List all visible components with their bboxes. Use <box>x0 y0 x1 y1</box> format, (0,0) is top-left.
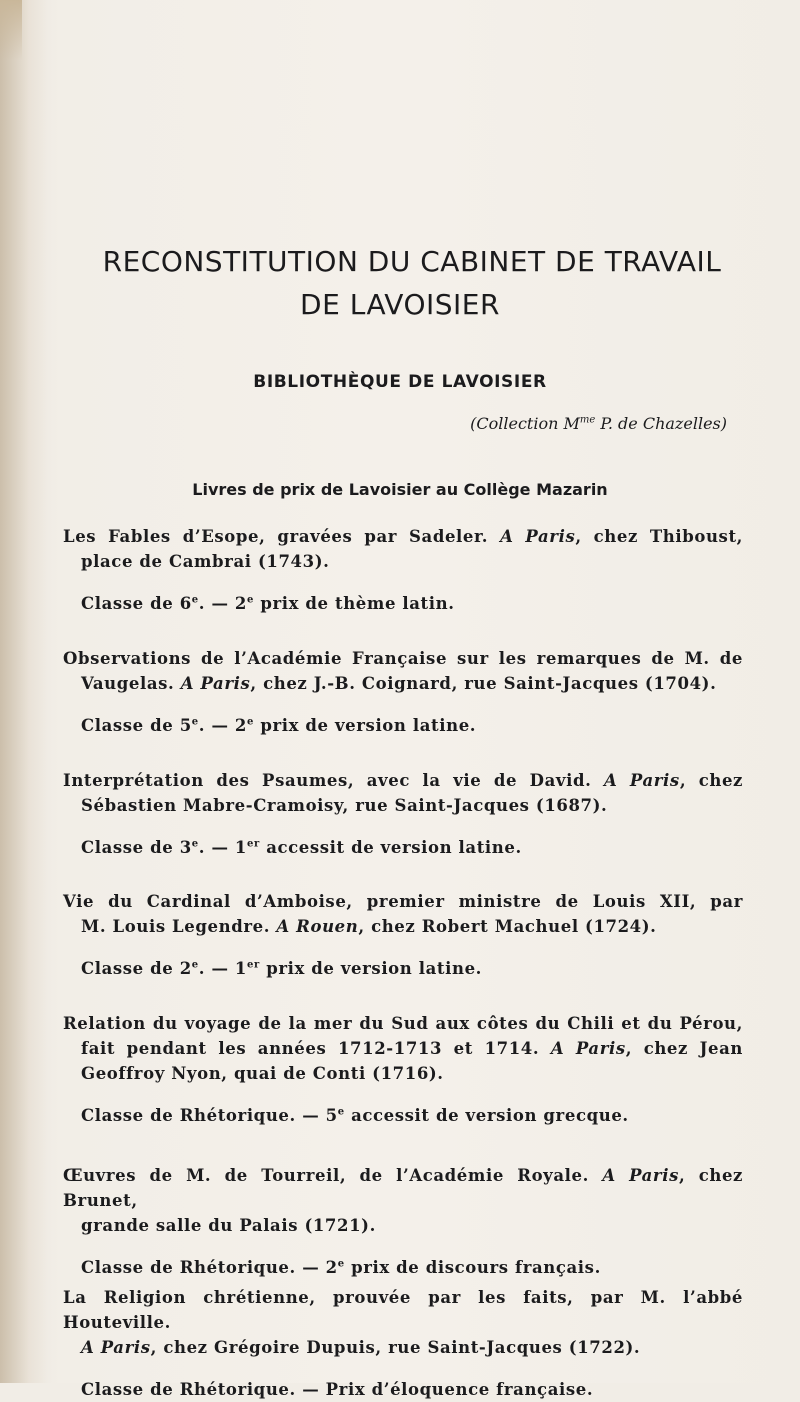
book-entry <box>63 524 743 616</box>
document-title-line-2: DE LAVOISIER <box>300 288 500 321</box>
entry-reference-line: Vie du Cardinal d’Amboise, premier ministre de Louis XII, par <box>63 892 743 911</box>
entry-prize: Classe de 5e. — 2e prix de version latine. <box>81 716 477 735</box>
entry-reference-line: A Paris, chez Grégoire Dupuis, rue Saint-Jacques (1722). <box>81 1338 641 1357</box>
entry-prize: Classe de Rhétorique. — 2e prix de discours français. <box>81 1258 601 1277</box>
book-entry <box>63 1285 743 1402</box>
entry-reference-line: Geoffroy Nyon, quai de Conti (1716). <box>81 1064 444 1083</box>
entry-reference-line: Les Fables d’Esope, gravées par Sadeler. A Paris, chez Thiboust, <box>63 527 744 546</box>
book-entry <box>63 1163 743 1280</box>
paper-stain <box>0 0 22 60</box>
entry-reference-line: Vaugelas. A Paris, chez J.-B. Coignard, rue Saint-Jacques (1704). <box>81 674 717 693</box>
page-edge-shadow <box>0 0 48 1383</box>
entry-prize: Classe de 2e. — 1er prix de version latine. <box>81 959 483 978</box>
entry-prize: Classe de 3e. — 1er accessit de version latine. <box>81 838 522 857</box>
book-entry <box>63 646 743 738</box>
section-title: BIBLIOTHÈQUE DE LAVOISIER <box>253 372 547 392</box>
collection-label: Collection $M^{me}$ P. de Chazelles <box>476 414 721 433</box>
collection-note: (Collection $M^{me}$ P. de Chazelles) <box>470 414 727 433</box>
entry-reference-line: Observations de l’Académie Française sur les remarques de M. de <box>63 649 743 668</box>
entry-reference-line: Interprétation des Psaumes, avec la vie de David. A Paris, chez <box>63 771 744 790</box>
entry-prize: Classe de Rhétorique. — Prix d’éloquence française. <box>81 1380 594 1399</box>
entry-prize: Classe de 6e. — 2e prix de thème latin. <box>81 594 455 613</box>
entry-reference-line: Sébastien Mabre-Cramoisy, rue Saint-Jacques (1687). <box>81 796 608 815</box>
book-entry <box>63 1011 743 1128</box>
entry-reference-line: Œuvres de M. de Tourreil, de l’Académie Royale. A Paris, chez Brunet, <box>63 1166 744 1210</box>
entry-reference-line: La Religion chrétienne, prouvée par les faits, par M. l’abbé Houteville. <box>63 1288 743 1332</box>
entry-reference-line: Relation du voyage de la mer du Sud aux côtes du Chili et du Pérou, <box>63 1014 743 1033</box>
entry-reference-line: grande salle du Palais (1721). <box>81 1216 376 1235</box>
document-title-line-1: RECONSTITUTION DU CABINET DE TRAVAIL <box>102 245 722 278</box>
entry-reference-line: place de Cambrai (1743). <box>81 552 330 571</box>
subheading: Livres de prix de Lavoisier au Collège Mazarin <box>192 480 608 499</box>
book-entry <box>63 768 743 860</box>
entry-reference-line: fait pendant les années 1712-1713 et 1714. A Paris, chez Jean <box>81 1039 743 1058</box>
entry-reference-line: M. Louis Legendre. A Rouen, chez Robert Machuel (1724). <box>81 917 657 936</box>
entry-prize: Classe de Rhétorique. — 5e accessit de version grecque. <box>81 1106 629 1125</box>
book-entry <box>63 889 743 981</box>
